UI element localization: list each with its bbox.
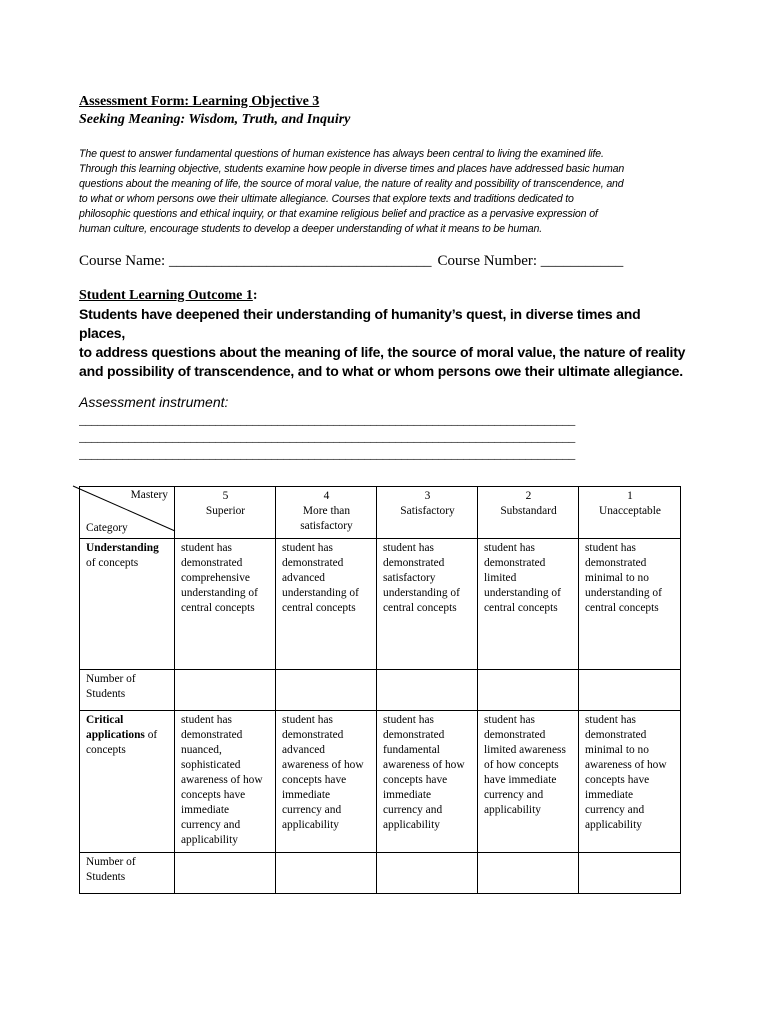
- criteria-cell: student has demonstrated fundamental awareness of how concepts have immediate currency and applicability: [377, 711, 478, 853]
- slo-line: and possibility of transcendence, and to what or whom persons owe their ultimate allegiance.: [79, 363, 683, 379]
- course-number-field[interactable]: Course Number: ___________: [437, 253, 624, 269]
- category-cell: [80, 711, 175, 853]
- number-row-understanding: [80, 670, 681, 711]
- intro-line: Through this learning objective, students examine how people in diverse times and places have addressed basic human: [79, 163, 625, 175]
- criteria-row-understanding: [80, 539, 681, 670]
- slo-text: [79, 305, 689, 381]
- student-count-cell[interactable]: [276, 670, 377, 711]
- slo-line: Students have deepened their understanding of humanity’s quest, in diverse times and places,: [79, 306, 641, 341]
- criteria-cell: student has demonstrated satisfactory understanding of central concepts: [377, 539, 478, 670]
- level-label: Satisfactory: [400, 505, 455, 517]
- level-label: More than satisfactory: [300, 505, 353, 532]
- criteria-cell: student has demonstrated advanced understanding of central concepts: [276, 539, 377, 670]
- level-header: [579, 487, 681, 539]
- slo-line: to address questions about the meaning of life, the source of moral value, the nature of reality: [79, 344, 686, 360]
- category-label: Category: [86, 522, 128, 534]
- criteria-cell: student has demonstrated advanced awareness of how concepts have immediate currency and applicability: [276, 711, 377, 853]
- intro-line: philosophic questions and ethical inquiry, or that examine religious belief and practice as a pervasive expression of: [79, 208, 598, 220]
- instrument-lines: [79, 411, 689, 462]
- form-title: Assessment Form: Learning Objective 3: [79, 94, 320, 109]
- criteria-cell: student has demonstrated minimal to no understanding of central concepts: [579, 539, 681, 670]
- slo-heading-colon: :: [252, 288, 258, 303]
- intro-line: questions about the meaning of life, the source of moral value, the nature of reality and possibility of transcendence, and: [79, 178, 624, 190]
- rubric-table: [79, 486, 681, 894]
- course-info-row: [79, 251, 689, 271]
- category-bold: Critical applications: [86, 714, 145, 741]
- form-subtitle: Seeking Meaning: Wisdom, Truth, and Inquiry: [79, 112, 351, 127]
- criteria-row-critical-applications: [80, 711, 681, 853]
- intro-line: The quest to answer fundamental questions of human existence has always been central to living the examined life.: [79, 148, 604, 160]
- student-count-cell[interactable]: [377, 670, 478, 711]
- intro-line: human culture, encourage students to develop a deeper understanding of what it means to be human.: [79, 223, 543, 235]
- criteria-cell: student has demonstrated limited awareness of how concepts have immediate currency and applicability: [478, 711, 579, 853]
- level-header: [377, 487, 478, 539]
- level-header: [478, 487, 579, 539]
- instrument-label: Assessment instrument:: [79, 394, 229, 410]
- number-of-students-label: Number of Students: [80, 853, 175, 894]
- instrument-blank-line[interactable]: ________________________________________________________________________________: [79, 412, 576, 427]
- rubric-header-row: [80, 487, 681, 539]
- student-count-cell[interactable]: [579, 670, 681, 711]
- criteria-cell: student has demonstrated comprehensive understanding of central concepts: [175, 539, 276, 670]
- assessment-form: [79, 93, 689, 462]
- course-name-field[interactable]: Course Name: ___________________________________: [79, 253, 432, 269]
- intro-line: to what or whom persons owe their ultimate allegiance. Courses that explore texts and traditions dedicated to: [79, 193, 574, 205]
- student-count-cell[interactable]: [579, 853, 681, 894]
- level-header: [276, 487, 377, 539]
- mastery-label: Mastery: [130, 489, 168, 501]
- category-rest: of concepts: [86, 557, 139, 569]
- student-count-cell[interactable]: [478, 853, 579, 894]
- student-count-cell[interactable]: [276, 853, 377, 894]
- criteria-cell: student has demonstrated minimal to no awareness of how concepts have immediate currency and applicability: [579, 711, 681, 853]
- slo-heading: [79, 287, 689, 305]
- student-count-cell[interactable]: [175, 670, 276, 711]
- category-bold: Understanding: [86, 542, 159, 554]
- level-header: [175, 487, 276, 539]
- category-cell: [80, 539, 175, 670]
- level-label: Unacceptable: [599, 505, 661, 517]
- slo-heading-label: Student Learning Outcome 1: [79, 288, 253, 303]
- number-of-students-label: Number of Students: [80, 670, 175, 711]
- level-score: 5: [222, 490, 229, 502]
- level-score: 4: [323, 490, 330, 502]
- level-score: 1: [627, 490, 633, 502]
- number-row-critical-applications: [80, 853, 681, 894]
- student-count-cell[interactable]: [478, 670, 579, 711]
- corner-cell: [80, 487, 175, 539]
- category-rest: of concepts: [86, 729, 158, 756]
- criteria-cell: student has demonstrated nuanced, sophisticated awareness of how concepts have immediate currency and applicability: [175, 711, 276, 853]
- student-count-cell[interactable]: [377, 853, 478, 894]
- intro-paragraph: [79, 147, 691, 237]
- instrument-blank-line[interactable]: ________________________________________________________________________________: [79, 429, 576, 444]
- level-label: Superior: [205, 505, 246, 517]
- student-count-cell[interactable]: [175, 853, 276, 894]
- instrument-blank-line[interactable]: ________________________________________________________________________________: [79, 446, 576, 461]
- criteria-cell: student has demonstrated limited understanding of central concepts: [478, 539, 579, 670]
- level-score: 3: [424, 490, 431, 502]
- level-label: Substandard: [500, 505, 557, 517]
- level-score: 2: [525, 490, 532, 502]
